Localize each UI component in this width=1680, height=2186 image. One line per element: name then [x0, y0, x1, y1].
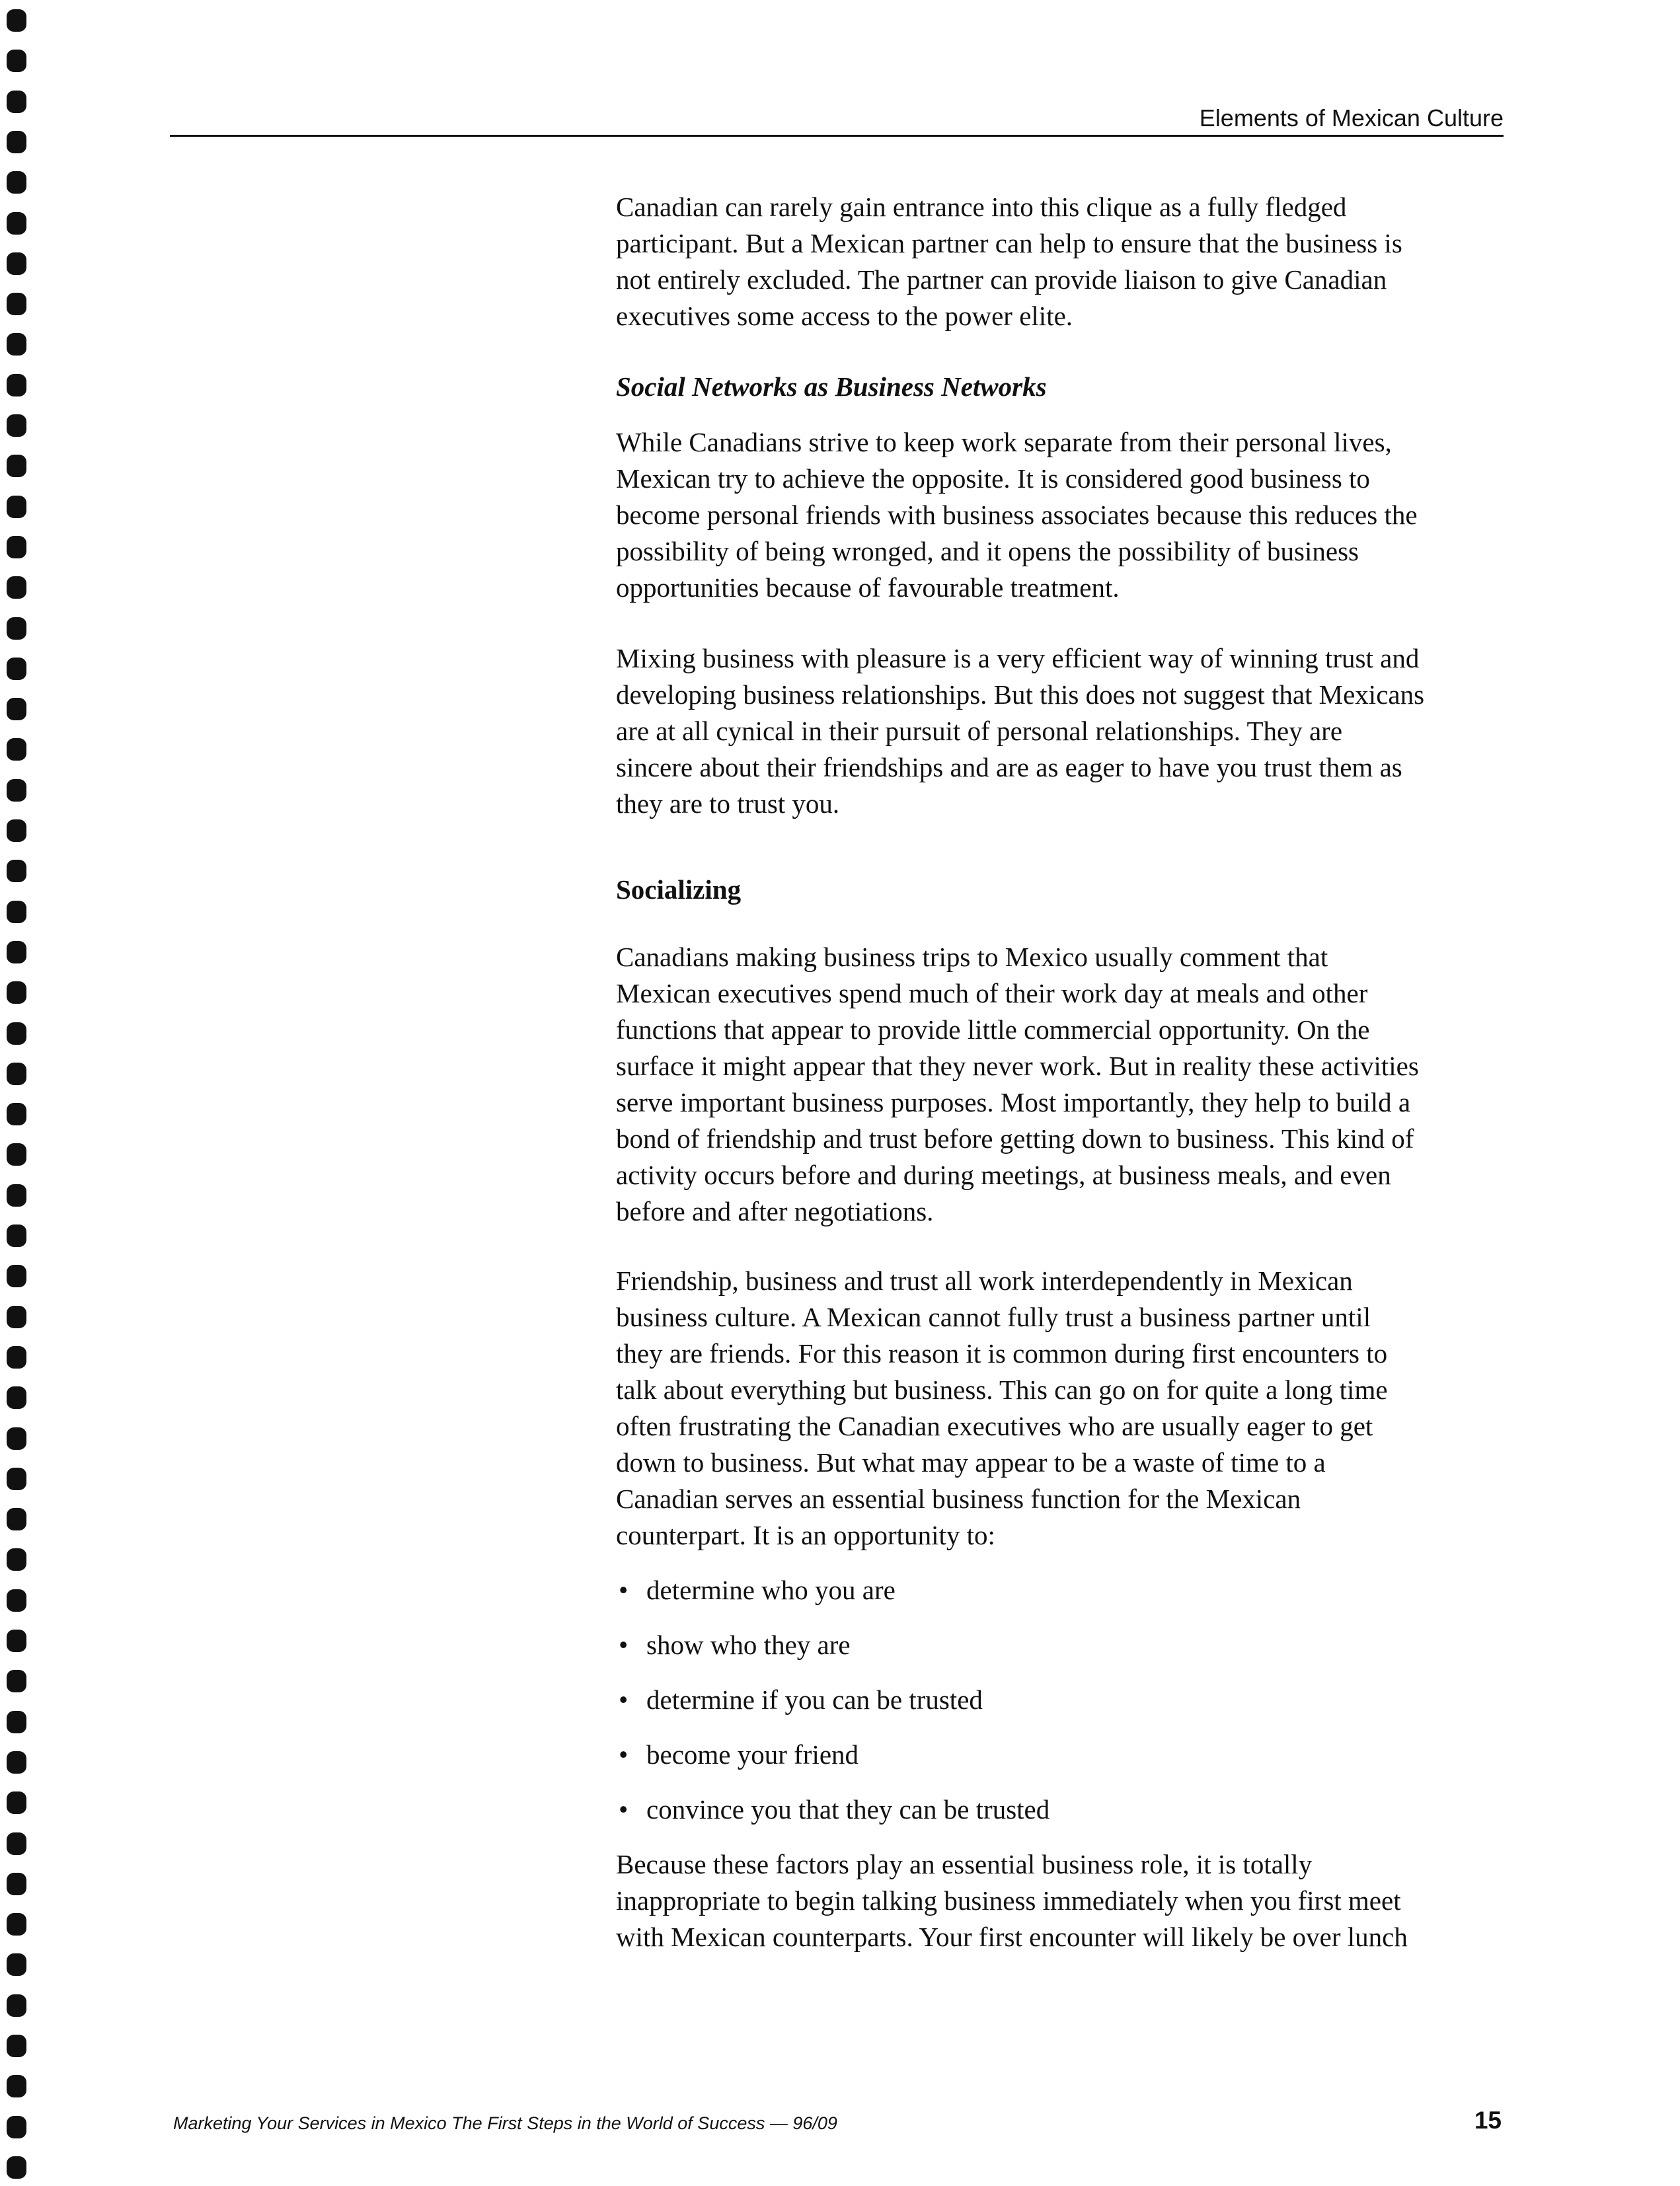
binding-hole-icon: [7, 901, 26, 923]
paragraph-closing: Because these factors play an essential business role, it is totally inappropriate to begin talking business immediately when you first meet with Mexican counterparts. Your first encounter will likely be over lunch: [616, 1849, 1408, 1952]
binding-hole-icon: [7, 2156, 26, 2179]
binding-hole-icon: [7, 212, 26, 235]
list-item: [616, 1737, 1515, 1773]
page-body: [616, 189, 1515, 1955]
paragraph-social-networks-2: Mixing business with pleasure is a very efficient way of winning trust and developing business relationships. But this does not suggest that Mexicans are at all cynical in their pursuit of personal relationships. They are sincere about their friendships and are as eager to have you trust them as they are to trust you.: [616, 643, 1425, 819]
binding-hole-icon: [7, 1670, 26, 1692]
list-item: [616, 1682, 1515, 1718]
binding-hole-icon: [7, 1265, 26, 1287]
list-item-text: determine if you can be trusted: [646, 1684, 983, 1715]
bullet-dot-icon: •: [619, 1684, 629, 1715]
binding-hole-icon: [7, 738, 26, 761]
binding-hole-icon: [7, 860, 26, 882]
binding-hole-icon: [7, 536, 26, 558]
bullet-dot-icon: •: [619, 1630, 629, 1660]
list-item-text: become your friend: [646, 1739, 859, 1770]
running-header-title: Elements of Mexican Culture: [1199, 104, 1504, 132]
binding-hole-icon: [7, 1711, 26, 1733]
binding-hole-icon: [7, 131, 26, 153]
list-item: [616, 1572, 1515, 1608]
binding-hole-icon: [7, 1791, 26, 1814]
binding-hole-icon: [7, 374, 26, 396]
binding-hole-icon: [7, 1994, 26, 2017]
binding-hole-icon: [7, 1508, 26, 1530]
binding-hole-icon: [7, 2075, 26, 2097]
binding-hole-icon: [7, 1832, 26, 1855]
binding-hole-icon: [7, 455, 26, 477]
binding-hole-icon: [7, 1346, 26, 1369]
bullet-dot-icon: •: [619, 1794, 629, 1825]
binding-hole-icon: [7, 1063, 26, 1085]
binding-hole-icon: [7, 658, 26, 680]
paragraph-socializing-1: Canadians making business trips to Mexico usually comment that Mexican executives spend much of their work day at meals and other functions that appear to provide little commercial opportunity. On the surface it might appear that they never work. But in reality these activities serve important business purposes. Most importantly, they help to build a bond of friendship and trust before getting down to business. This kind of activity occurs before and during meetings, at business meals, and even before and after negotiations.: [616, 942, 1419, 1226]
binding-hole-icon: [7, 617, 26, 640]
bullet-dot-icon: •: [619, 1575, 629, 1605]
binding-hole-icon: [7, 981, 26, 1004]
binding-hole-icon: [7, 1913, 26, 1936]
bullet-dot-icon: •: [619, 1739, 629, 1770]
paragraph-socializing-2: Friendship, business and trust all work interdependently in Mexican business culture. A Mexican cannot fully trust a business partner until they are friends. For this reason it is common during first encounters to talk about everything but business. This can go on for quite a long time often frustrating the Canadian executives who are usually eager to get down to business. But what may appear to be a waste of time to a Canadian serves an essential business function for the Mexican counterpart. It is an opportunity to:: [616, 1265, 1388, 1550]
binding-hole-icon: [7, 1184, 26, 1207]
binding-hole-icon: [7, 1589, 26, 1612]
footer-publication-title: Marketing Your Services in Mexico The First Steps in the World of Success — 96/09: [173, 2113, 837, 2133]
heading-socializing: Socializing: [616, 874, 742, 905]
binding-hole-icon: [7, 252, 26, 275]
binding-hole-icon: [7, 1548, 26, 1571]
binding-hole-icon: [7, 819, 26, 842]
spiral-binding-holes: [7, 0, 29, 2186]
page-number: 15: [1474, 2107, 1502, 2134]
paragraph-intro: Canadian can rarely gain entrance into this clique as a fully fledged participant. But a Mexican partner can help to ensure that the business is not entirely excluded. The partner can provide liaison to give Canadian executives some access to the power elite.: [616, 192, 1402, 331]
binding-hole-icon: [7, 941, 26, 963]
list-item-text: determine who you are: [646, 1575, 896, 1605]
binding-hole-icon: [7, 1427, 26, 1450]
bullet-list: [616, 1572, 1515, 1828]
binding-hole-icon: [7, 1630, 26, 1652]
binding-hole-icon: [7, 50, 26, 72]
binding-hole-icon: [7, 293, 26, 315]
binding-hole-icon: [7, 91, 26, 113]
binding-hole-icon: [7, 779, 26, 802]
list-item-text: show who they are: [646, 1630, 851, 1660]
binding-hole-icon: [7, 1468, 26, 1490]
binding-hole-icon: [7, 9, 26, 32]
binding-hole-icon: [7, 1953, 26, 1976]
binding-hole-icon: [7, 1386, 26, 1409]
binding-hole-icon: [7, 1022, 26, 1045]
header-rule: [170, 135, 1504, 137]
binding-hole-icon: [7, 2116, 26, 2138]
binding-hole-icon: [7, 1225, 26, 1247]
binding-hole-icon: [7, 333, 26, 356]
binding-hole-icon: [7, 1143, 26, 1166]
binding-hole-icon: [7, 1306, 26, 1328]
paragraph-social-networks-1: While Canadians strive to keep work separate from their personal lives, Mexican try to achieve the opposite. It is considered good business to become personal friends with business associates because this reduces the possibility of being wronged, and it opens the possibility of business opportunities because of favourable treatment.: [616, 427, 1418, 603]
binding-hole-icon: [7, 1103, 26, 1125]
binding-hole-icon: [7, 698, 26, 720]
binding-hole-icon: [7, 496, 26, 518]
binding-hole-icon: [7, 576, 26, 599]
subheading-social-networks: Social Networks as Business Networks: [616, 371, 1047, 402]
list-item: [616, 1627, 1515, 1663]
binding-hole-icon: [7, 1751, 26, 1774]
binding-hole-icon: [7, 2035, 26, 2057]
list-item-text: convince you that they can be trusted: [646, 1794, 1050, 1825]
binding-hole-icon: [7, 171, 26, 194]
list-item: [616, 1791, 1515, 1828]
binding-hole-icon: [7, 414, 26, 437]
binding-hole-icon: [7, 1873, 26, 1895]
